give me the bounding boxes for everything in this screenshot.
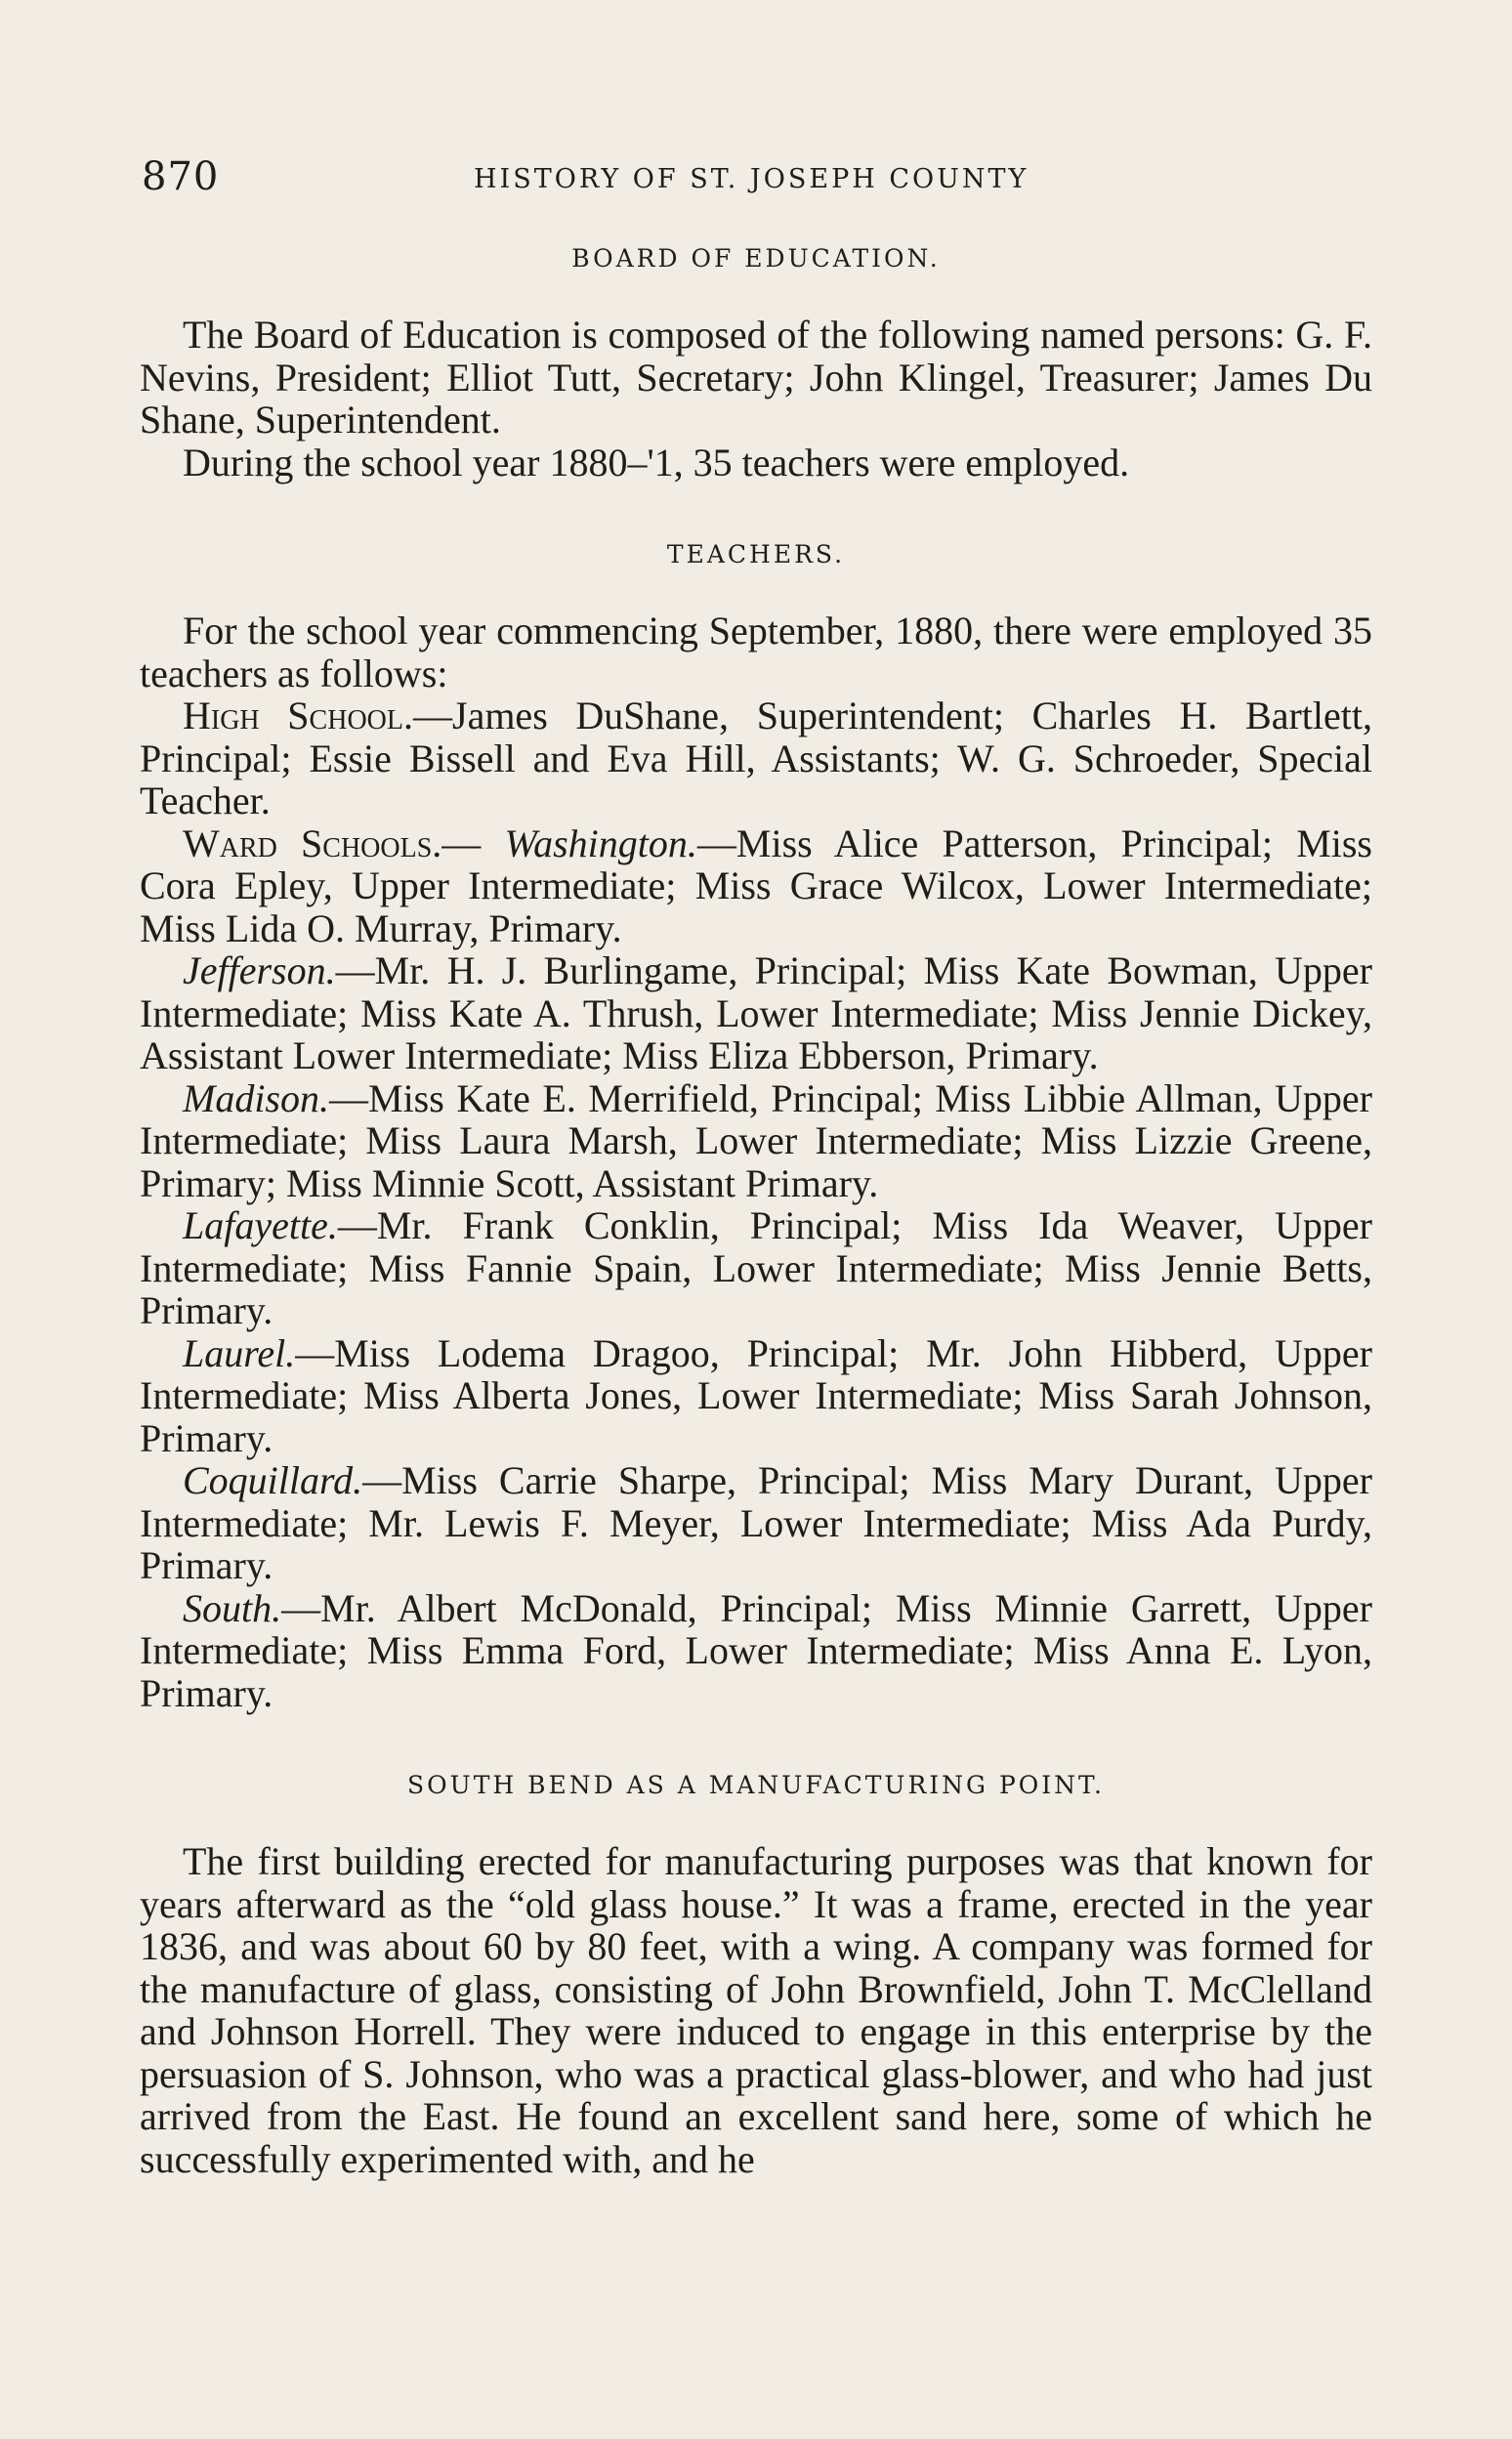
entry-madison (140, 1077, 1372, 1205)
manufacturing-paragraph: The first building erected for manufacturing purposes was that known for years afterward as the “old glass house.” It was a frame, erected in the year 1836, and was about 60 by 80 feet, with a wing. A company was formed for the manufacture of glass, consisting of John Brownfield, John T. McClelland and Johnson Horrell. They were induced to engage in this enterprise by the persuasion of S. Johnson, who was a practical glass-blower, and who had just arrived from the East. He found an excellent sand here, some of which he successfully experimented with, and he (140, 1839, 1372, 2181)
section-heading-manufacturing: SOUTH BEND AS A MANUFACTURING POINT. (407, 1771, 1105, 1799)
section-heading-board: BOARD OF EDUCATION. (571, 244, 941, 273)
entry-label: Ward Schools. (183, 820, 442, 865)
board-paragraph: The Board of Education is composed of the following named persons: G. F. Nevins, President; Elliot Tutt, Secretary; John Klingel, Treasurer; James Du Shane, Superintendent. (140, 313, 1372, 442)
running-title: HISTORY OF ST. JOSEPH COUNTY (474, 164, 1029, 194)
entry-sublabel: Washington. (504, 820, 697, 865)
entry-high-school (140, 694, 1372, 822)
entry-label: Madison. (183, 1075, 329, 1120)
entry-label: Jefferson. (183, 948, 336, 992)
entry-text: —James DuShane, Superintendent; Charles H. Bartlett, Principal; Essie Bissell and Eva Hill, Assistants; W. G. Schroeder, Special Teacher. (140, 694, 1372, 822)
entry-label: Lafayette. (183, 1203, 338, 1247)
entry-laurel (140, 1332, 1372, 1460)
board-paragraph-teachers-count: During the school year 1880–'1, 35 teachers were employed. (183, 440, 1130, 484)
entry-text: —Miss Carrie Sharpe, Principal; Miss Mary Durant, Upper Intermediate; Mr. Lewis F. Meyer, Lower Intermediate; Miss Ada Purdy, Primary. (140, 1458, 1372, 1587)
entry-text: —Miss Alice Patterson, Principal; Miss Cora Epley, Upper Intermediate; Miss Grace Wilcox, Lower Intermediate; Miss Lida O. Murray, Primary. (140, 820, 1373, 950)
entry-text: —Miss Kate E. Merrifield, Principal; Miss Libbie Allman, Upper Intermediate; Miss Laura Marsh, Lower Intermediate; Miss Lizzie Greene, Primary; Miss Minnie Scott, Assistant Primary. (140, 1075, 1372, 1205)
entry-ward-schools: Ward Schools.— Washington.—Miss Alice Patterson, Principal; Miss Cora Epley, Upper Intermediate; Miss Grace Wilcox, Lower Intermediate; Miss Lida O. Murray, Primary. (140, 820, 1373, 950)
entry-text: —Mr. Frank Conklin, Principal; Miss Ida Weaver, Upper Intermediate; Miss Fannie Spain, Lower Intermediate; Miss Jennie Betts, Primary. (140, 1203, 1372, 1332)
entry-coquillard (140, 1459, 1372, 1587)
entry-lafayette (140, 1204, 1372, 1332)
entry-label: High School. (183, 694, 413, 737)
entry-text: —Miss Lodema Dragoo, Principal; Mr. John Hibberd, Upper Intermediate; Miss Alberta Jones, Lower Intermediate; Miss Sarah Johnson, Primary. (140, 1330, 1372, 1460)
entry-south (140, 1587, 1372, 1715)
page-number: 870 (142, 154, 220, 199)
entry-text: —Mr. Albert McDonald, Principal; Miss Minnie Garrett, Upper Intermediate; Miss Emma Ford, Lower Intermediate; Miss Anna E. Lyon, Primary. (140, 1585, 1372, 1715)
entry-label: Laurel. (183, 1330, 296, 1375)
section-heading-teachers: TEACHERS. (666, 540, 846, 568)
page-header (142, 154, 1372, 203)
teachers-intro: For the school year commencing September, 1880, there were employed 35 teachers as follows: (140, 609, 1372, 695)
entry-label: Coquillard. (183, 1458, 363, 1502)
page-body (140, 244, 1372, 2180)
entry-label: South. (183, 1585, 282, 1630)
entry-text: —Mr. H. J. Burlingame, Principal; Miss Kate Bowman, Upper Intermediate; Miss Kate A. Thrush, Lower Intermediate; Miss Jennie Dickey, Assistant Lower Intermediate; Miss Eliza Ebberson, Primary. (140, 948, 1372, 1077)
entry-jefferson (140, 949, 1372, 1077)
